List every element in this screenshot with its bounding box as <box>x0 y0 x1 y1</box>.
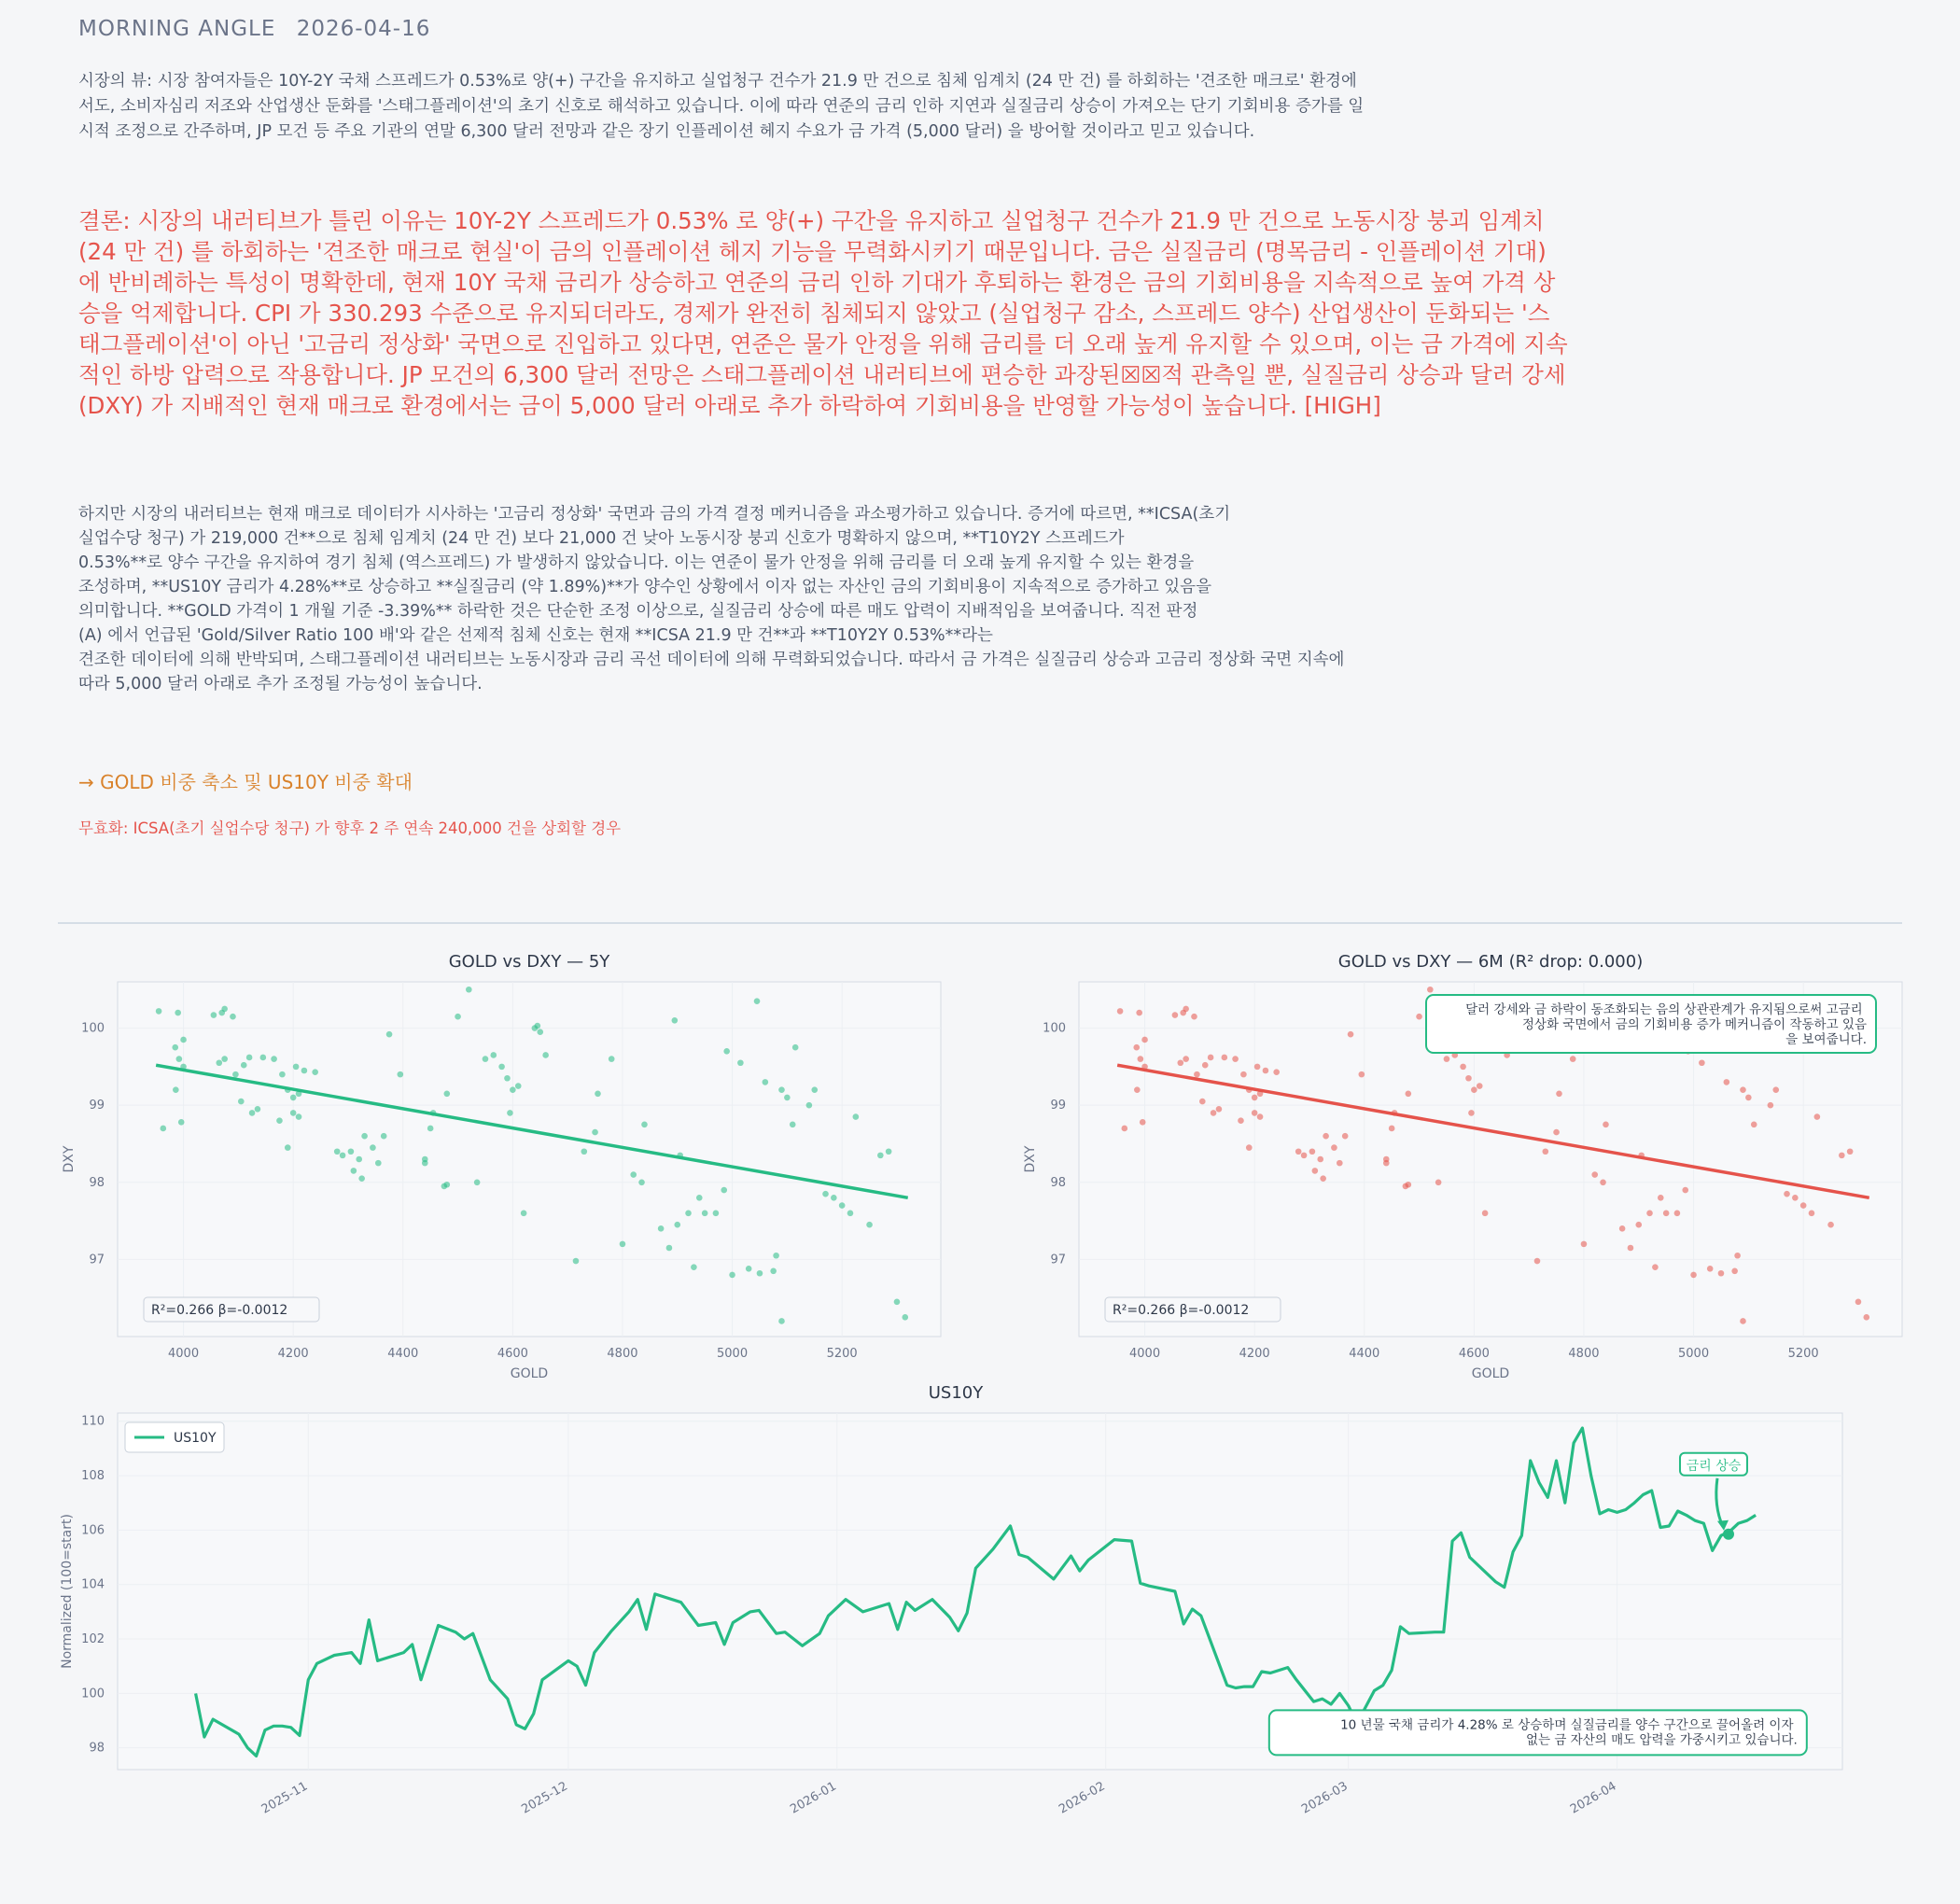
scatter-point <box>1682 1187 1688 1194</box>
scatter-point <box>1635 1222 1642 1228</box>
scatter-point <box>521 1211 527 1217</box>
scatter-point <box>1301 1153 1308 1159</box>
scatter-point <box>1211 1110 1217 1116</box>
legend-label: US10Y <box>174 1431 217 1446</box>
y-tick-label: 97 <box>1050 1253 1066 1267</box>
scatter-point <box>178 1119 185 1126</box>
y-axis-label: DXY <box>62 1145 77 1173</box>
scatter-point <box>894 1299 901 1306</box>
scatter-point <box>1263 1068 1269 1074</box>
scatter-point <box>296 1113 302 1120</box>
x-tick-label: 4400 <box>1349 1347 1380 1361</box>
scatter-point <box>255 1106 261 1113</box>
y-tick-label: 100 <box>1043 1021 1066 1036</box>
scatter-point <box>1191 1014 1197 1020</box>
scatter-point <box>290 1095 297 1101</box>
scatter-point <box>1216 1106 1223 1113</box>
evidence-line: 실업수당 청구) 가 219,000 건**으로 침체 임계치 (24 만 건) 보다 21,000 건 낮아 노동시장 붕괴 신호가 명확하지 않으며, **T10Y2Y 스프레드가 <box>78 529 1125 548</box>
scatter-point <box>375 1160 382 1167</box>
scatter-point <box>1183 1056 1189 1062</box>
scatter-point <box>1194 1071 1200 1078</box>
scatter-point <box>1238 1117 1244 1124</box>
scatter-point <box>356 1156 362 1163</box>
y-tick-label: 100 <box>81 1021 105 1036</box>
x-axis-label: GOLD <box>1471 1366 1510 1381</box>
scatter-point <box>1809 1211 1815 1217</box>
scatter-point <box>1208 1055 1214 1061</box>
scatter-point <box>1383 1156 1390 1163</box>
scatter-point <box>609 1056 615 1062</box>
scatter-point <box>1603 1122 1609 1128</box>
scatter-point <box>515 1083 522 1089</box>
scatter-point <box>1863 1314 1869 1321</box>
y-tick-label: 97 <box>89 1253 105 1267</box>
scatter-point <box>1133 1044 1140 1051</box>
scatter-point <box>770 1267 777 1274</box>
scatter-point <box>1553 1129 1560 1136</box>
scatter-point <box>1257 1113 1264 1120</box>
scatter-point <box>358 1175 365 1182</box>
scatter-point <box>877 1153 884 1159</box>
scatter-point <box>1140 1119 1146 1126</box>
scatter-point <box>666 1245 673 1252</box>
scatter-point <box>1814 1113 1821 1120</box>
report-date: 2026-04-16 <box>296 17 431 41</box>
action-recommendation: → GOLD 비중 축소 및 US10Y 비중 확대 <box>78 771 413 793</box>
report-title: MORNING ANGLE <box>78 17 276 41</box>
plot-area <box>118 982 941 1337</box>
scatter-point <box>822 1191 829 1197</box>
scatter-point <box>754 998 761 1004</box>
scatter-point <box>1309 1148 1316 1155</box>
scatter-point <box>1543 1148 1549 1155</box>
scatter-point <box>301 1068 308 1074</box>
scatter-point <box>348 1148 355 1155</box>
x-tick-label: 4000 <box>168 1347 200 1361</box>
scatter-point <box>427 1126 434 1132</box>
y-tick-label: 110 <box>81 1414 105 1429</box>
y-tick-label: 100 <box>81 1687 105 1701</box>
scatter-point <box>638 1179 645 1185</box>
scatter-point <box>1707 1266 1714 1272</box>
scatter-point <box>1183 1006 1189 1013</box>
scatter-point <box>573 1258 580 1265</box>
scatter-point <box>866 1222 873 1228</box>
scatter-point <box>729 1272 735 1279</box>
y-axis-label: Normalized (100=start) <box>60 1514 75 1669</box>
scatter-point <box>1138 1056 1144 1062</box>
x-tick-label: 4800 <box>607 1347 638 1361</box>
scatter-point <box>1136 1010 1142 1016</box>
scatter-point <box>620 1241 626 1248</box>
scatter-point <box>293 1064 300 1071</box>
scatter-point <box>1652 1264 1659 1270</box>
scatter-point <box>1674 1211 1681 1217</box>
scatter-point <box>853 1113 860 1120</box>
scatter-point <box>581 1148 588 1155</box>
scatter-point <box>1740 1318 1746 1324</box>
y-axis-label: DXY <box>1023 1145 1038 1173</box>
annotation-line: 없는 금 자산의 매도 압력을 가중시키고 있습니다. <box>1525 1732 1798 1748</box>
scatter-point <box>1240 1071 1247 1078</box>
scatter-point <box>1337 1160 1343 1167</box>
evidence-line: 조성하며, **US10Y 금리가 4.28%**로 상승하고 **실질금리 (약 1.89%)**가 양수인 상황에서 이자 없는 자산인 금의 기회비용이 지속적으로 증가하고 있음을 <box>78 578 1211 596</box>
scatter-point <box>1471 1086 1477 1093</box>
evidence-line: 하지만 시장의 내러티브는 현재 매크로 데이터가 시사하는 '고금리 정상화' 국면과 금의 가격 결정 메커니즘을 과소평가하고 있습니다. 증거에 따르면, **ICSA(초기 <box>78 505 1231 524</box>
scatter-point <box>1784 1191 1790 1197</box>
scatter-point <box>847 1211 854 1217</box>
scatter-point <box>381 1133 387 1140</box>
x-tick-label: 2026-01 <box>788 1779 839 1817</box>
scatter-point <box>172 1044 178 1051</box>
scatter-point <box>1389 1126 1395 1132</box>
scatter-point <box>444 1090 451 1097</box>
scatter-point <box>535 1023 541 1029</box>
annotation-label: 금리 상승 <box>1686 1458 1742 1474</box>
scatter-chart <box>62 952 941 1381</box>
scatter-point <box>1658 1195 1664 1201</box>
scatter-point <box>351 1168 357 1174</box>
scatter-point <box>790 1122 796 1128</box>
scatter-point <box>672 1017 679 1024</box>
scatter-point <box>466 987 472 993</box>
scatter-point <box>1581 1241 1588 1248</box>
scatter-point <box>1246 1144 1253 1151</box>
scatter-point <box>1141 1037 1148 1043</box>
scatter-point <box>455 1014 461 1020</box>
scatter-point <box>334 1148 341 1155</box>
scatter-point <box>592 1129 598 1136</box>
y-tick-label: 98 <box>89 1175 105 1190</box>
scatter-point <box>806 1102 813 1109</box>
scatter-point <box>1482 1211 1489 1217</box>
scatter-point <box>792 1044 799 1051</box>
annotation-line: 10 년물 국채 금리가 4.28% 로 상승하며 실질금리를 양수 구간으로 끌어올려 이자 <box>1340 1717 1798 1733</box>
x-tick-label: 4200 <box>277 1347 309 1361</box>
scatter-point <box>1444 1056 1450 1062</box>
evidence-line: 0.53%**로 양수 구간을 유지하여 경기 침체 (역스프레드) 가 발생하지 않았습니다. 이는 연준이 물가 안정을 위해 금리를 더 오래 높게 유지할 수 있는 환경을 <box>78 553 1195 572</box>
scatter-point <box>1331 1144 1337 1151</box>
scatter-point <box>498 1064 505 1071</box>
scatter-point <box>510 1086 516 1093</box>
scatter-point <box>1792 1195 1799 1201</box>
x-tick-label: 4800 <box>1568 1347 1600 1361</box>
y-tick-label: 98 <box>89 1741 105 1756</box>
scatter-point <box>1839 1153 1845 1159</box>
evidence-line: 견조한 데이터에 의해 반박되며, 스태그플레이션 내러티브는 노동시장과 금리 곡선 데이터에 의해 무력화되었습니다. 따라서 금 가격은 실질금리 상승과 고금리 정상화 국면 지속에 <box>78 651 1345 669</box>
scatter-point <box>161 1126 167 1132</box>
scatter-point <box>811 1086 818 1093</box>
market-view-paragraph: 시장의 뷰: 시장 참여자들은 10Y-2Y 국채 스프레드가 0.53%로 양(+) 구간을 유지하고 실업청구 건수가 21.9 만 건으로 침체 임계치 (24 만 건) 를 하회하는 '견조한 매크로' 환경에서도, 소비자심리 저조와 산업생산 둔화를 '스태그플레이션'의 초기 신호로 해석하고 있습니다. 이에 따라 연준의 금리 인하 지연과 실질금리 상승이 가져오는 단기 기회비용 증가를 일시적 조정으로 간주하며, JP 모건 등 주요 기관의 연말 6,300 달러 전망과 같은 장기 인플레이션 헤지 수요가 금 가격 (5,000 달러) 을 방어할 것이라고 믿고 있습니다. <box>78 72 1365 141</box>
y-tick-label: 104 <box>81 1577 105 1592</box>
scatter-point <box>1295 1148 1302 1155</box>
y-tick-label: 99 <box>89 1099 105 1113</box>
x-tick-label: 5000 <box>1678 1347 1710 1361</box>
scatter-point <box>778 1086 785 1093</box>
scatter-point <box>1122 1126 1128 1132</box>
scatter-point <box>1690 1272 1697 1279</box>
x-tick-label: 4600 <box>497 1347 528 1361</box>
scatter-point <box>490 1052 497 1058</box>
scatter-point <box>156 1008 162 1015</box>
scatter-point <box>542 1052 549 1058</box>
scatter-point <box>1740 1086 1746 1093</box>
scatter-point <box>1468 1110 1475 1116</box>
scatter-chart <box>1023 952 1902 1381</box>
scatter-point <box>221 1056 228 1062</box>
stats-label: R²=0.266 β=-0.0012 <box>151 1303 288 1318</box>
scatter-point <box>1718 1270 1725 1277</box>
scatter-point <box>757 1270 763 1277</box>
scatter-point <box>1222 1055 1228 1061</box>
scatter-point <box>737 1059 744 1066</box>
scatter-point <box>886 1148 892 1155</box>
scatter-point <box>1273 1069 1280 1075</box>
scatter-point <box>1827 1222 1834 1228</box>
scatter-point <box>641 1122 648 1128</box>
x-tick-label: 2025-11 <box>259 1779 311 1817</box>
scatter-point <box>279 1071 286 1078</box>
evidence-line: 따라 5,000 달러 아래로 추가 조정될 가능성이 높습니다. <box>78 675 483 693</box>
x-tick-label: 2026-03 <box>1299 1779 1351 1817</box>
last-point-marker <box>1723 1529 1734 1540</box>
scatter-point <box>474 1179 481 1185</box>
scatter-point <box>241 1062 247 1069</box>
scatter-point <box>176 1056 183 1062</box>
scatter-point <box>763 1079 769 1085</box>
line-chart <box>60 1383 1842 1817</box>
chart-title: US10Y <box>928 1383 984 1403</box>
scatter-point <box>422 1156 428 1163</box>
evidence-line: 의미합니다. **GOLD 가격이 1 개월 기준 -3.39%** 하락한 것은 단순한 조정 이상으로, 실질금리 상승에 따른 매도 압력이 지배적임을 보여줍니다. 직전 판정 <box>78 602 1198 621</box>
scatter-point <box>370 1144 376 1151</box>
y-tick-label: 108 <box>81 1469 105 1484</box>
scatter-point <box>1320 1175 1326 1182</box>
scatter-point <box>1359 1071 1365 1078</box>
scatter-point <box>778 1318 785 1324</box>
x-tick-label: 5200 <box>826 1347 858 1361</box>
x-tick-label: 2026-04 <box>1568 1779 1619 1817</box>
scatter-point <box>773 1253 779 1259</box>
scatter-point <box>1317 1156 1323 1163</box>
scatter-point <box>180 1037 187 1043</box>
scatter-point <box>839 1202 846 1209</box>
scatter-point <box>1427 987 1434 993</box>
scatter-point <box>1646 1211 1653 1217</box>
scatter-point <box>1406 1182 1412 1188</box>
scatter-point <box>1734 1253 1741 1259</box>
x-tick-label: 5200 <box>1787 1347 1819 1361</box>
scatter-point <box>230 1014 236 1020</box>
scatter-point <box>271 1056 277 1062</box>
scatter-point <box>1724 1079 1730 1085</box>
scatter-point <box>221 1006 228 1013</box>
x-tick-label: 4200 <box>1239 1347 1270 1361</box>
scatter-point <box>1534 1258 1541 1265</box>
y-tick-label: 99 <box>1050 1099 1066 1113</box>
scatter-point <box>1628 1245 1634 1252</box>
scatter-point <box>537 1029 543 1035</box>
invalidation-condition: 무효화: ICSA(초기 실업수당 청구) 가 향후 2 주 연속 240,000 건을 상회할 경우 <box>78 819 622 837</box>
scatter-point <box>290 1110 297 1116</box>
scatter-point <box>1477 1083 1483 1089</box>
scatter-point <box>276 1117 283 1124</box>
chart-title: GOLD vs DXY — 5Y <box>448 952 610 972</box>
scatter-point <box>831 1195 837 1201</box>
scatter-point <box>1416 1014 1422 1020</box>
scatter-point <box>1312 1168 1319 1174</box>
scatter-point <box>721 1187 727 1194</box>
scatter-point <box>1435 1179 1442 1185</box>
scatter-point <box>285 1144 291 1151</box>
scatter-point <box>249 1110 256 1116</box>
scatter-point <box>630 1171 637 1178</box>
scatter-point <box>702 1211 708 1217</box>
scatter-point <box>398 1071 404 1078</box>
scatter-point <box>902 1314 908 1321</box>
x-axis-label: GOLD <box>510 1366 549 1381</box>
x-tick-label: 2026-02 <box>1057 1779 1108 1817</box>
scatter-point <box>238 1099 245 1105</box>
scatter-point <box>211 1012 217 1018</box>
scatter-point <box>1460 1064 1466 1071</box>
scatter-point <box>1768 1102 1774 1109</box>
y-tick-label: 98 <box>1050 1175 1066 1190</box>
scatter-point <box>674 1222 680 1228</box>
x-tick-label: 5000 <box>717 1347 749 1361</box>
y-tick-label: 102 <box>81 1632 105 1647</box>
scatter-point <box>1323 1133 1329 1140</box>
conclusion-paragraph: 결론: 시장의 내러티브가 틀린 이유는 10Y-2Y 스프레드가 0.53% 로 양(+) 구간을 유지하고 실업청구 건수가 21.9 만 건으로 노동시장 붕괴 임계치 (24 만 건) 를 하회하는 '견조한 매크로 현실'이 금의 인플레이션 헤지 기능을 무력화시키기 때문입니다. 금은 실질금리 (명목금리 - 인플레이션 기대) 에 반비례하는 특성이 명확한데, 현재 10Y 국채 금리가 상승하고 연준의 금리 인하 기대가 후퇴하는 환경은 금의 기회비용을 지속적으로 높여 가격 상승을 억제합니다. CPI 가 330.293 수준으로 유지되더라도, 경제가 완전히 침체되지 않았고 (실업청구 감소, 스프레드 양수) 산업생산이 둔화되는 '스태그플레이션'이 아닌 '고금리 정상화' 국면으로 진입하고 있다면, 연준은 물가 안정을 위해 금리를 더 오래 높게 유지할 수 있으며, 이는 금 가격에 지속적인 하방 압력으로 작용합니다. JP 모건의 6,300 달러 전망은 스태그플레이션 내러티브에 편승한 과장된☒☒적 관측일 뿐, 실질금리 상승과 달러 강세 (DXY) 가 지배적인 현재 매크로 환경에서는 금이 5,000 달러 아래로 추가 하락하여 기회비용을 반영할 가능성이 높습니다. [HIGH] <box>78 207 1568 419</box>
annotation-line: 달러 강세와 금 하락이 동조화되는 음의 상관관계가 유지됨으로써 고금리 <box>1465 1002 1867 1017</box>
scatter-point <box>444 1182 451 1188</box>
scatter-point <box>1252 1110 1258 1116</box>
scatter-point <box>1619 1225 1626 1232</box>
scatter-point <box>1663 1211 1670 1217</box>
scatter-point <box>691 1264 697 1270</box>
scatter-point <box>1199 1099 1206 1105</box>
scatter-point <box>1252 1095 1258 1101</box>
scatter-point <box>723 1048 730 1055</box>
scatter-point <box>1232 1056 1239 1062</box>
scatter-point <box>1847 1148 1854 1155</box>
scatter-point <box>1202 1062 1209 1069</box>
x-tick-label: 4400 <box>387 1347 419 1361</box>
scatter-point <box>784 1095 791 1101</box>
scatter-point <box>173 1086 179 1093</box>
scatter-point <box>1117 1008 1124 1015</box>
y-tick-label: 106 <box>81 1523 105 1538</box>
scatter-point <box>595 1090 601 1097</box>
scatter-point <box>746 1266 752 1272</box>
scatter-point <box>312 1069 318 1075</box>
scatter-point <box>1172 1012 1179 1018</box>
scatter-point <box>1556 1090 1562 1097</box>
scatter-point <box>246 1055 253 1061</box>
scatter-point <box>1254 1064 1261 1071</box>
scatter-point <box>1134 1086 1141 1093</box>
scatter-point <box>1699 1059 1705 1066</box>
scatter-point <box>1800 1202 1807 1209</box>
scatter-point <box>1465 1075 1472 1082</box>
scatter-point <box>685 1211 692 1217</box>
scatter-point <box>260 1055 267 1061</box>
scatter-point <box>1772 1086 1779 1093</box>
chart-title: GOLD vs DXY — 6M (R² drop: 0.000) <box>1337 952 1644 972</box>
scatter-point <box>1570 1056 1576 1062</box>
scatter-point <box>1600 1179 1606 1185</box>
scatter-point <box>1745 1095 1752 1101</box>
scatter-point <box>1591 1171 1598 1178</box>
scatter-point <box>232 1071 239 1078</box>
scatter-point <box>507 1110 513 1116</box>
scatter-point <box>1855 1299 1862 1306</box>
x-tick-label: 4000 <box>1129 1347 1161 1361</box>
scatter-point <box>1177 1059 1183 1066</box>
annotation-line: 을 보여줍니다. <box>1785 1032 1867 1047</box>
scatter-point <box>483 1056 489 1062</box>
scatter-point <box>713 1211 720 1217</box>
scatter-point <box>1731 1267 1738 1274</box>
x-tick-label: 4600 <box>1458 1347 1490 1361</box>
annotation-line: 정상화 국면에서 금의 기회비용 증가 메커니즘이 작동하고 있음 <box>1521 1017 1867 1032</box>
scatter-point <box>361 1133 368 1140</box>
x-tick-label: 2025-12 <box>519 1779 570 1817</box>
scatter-point <box>1751 1122 1757 1128</box>
scatter-point <box>504 1075 511 1082</box>
scatter-point <box>696 1195 703 1201</box>
scatter-point <box>175 1010 181 1016</box>
scatter-point <box>340 1153 346 1159</box>
stats-label: R²=0.266 β=-0.0012 <box>1113 1303 1250 1318</box>
scatter-point <box>216 1059 222 1066</box>
scatter-point <box>386 1031 393 1038</box>
evidence-line: (A) 에서 언급된 'Gold/Silver Ratio 100 배'와 같은 선제적 침체 신호는 현재 **ICSA 21.9 만 건**과 **T10Y2Y 0.53%**라는 <box>78 626 993 645</box>
scatter-point <box>658 1225 665 1232</box>
scatter-point <box>1342 1133 1349 1140</box>
scatter-point <box>1348 1031 1354 1038</box>
scatter-point <box>1406 1090 1412 1097</box>
